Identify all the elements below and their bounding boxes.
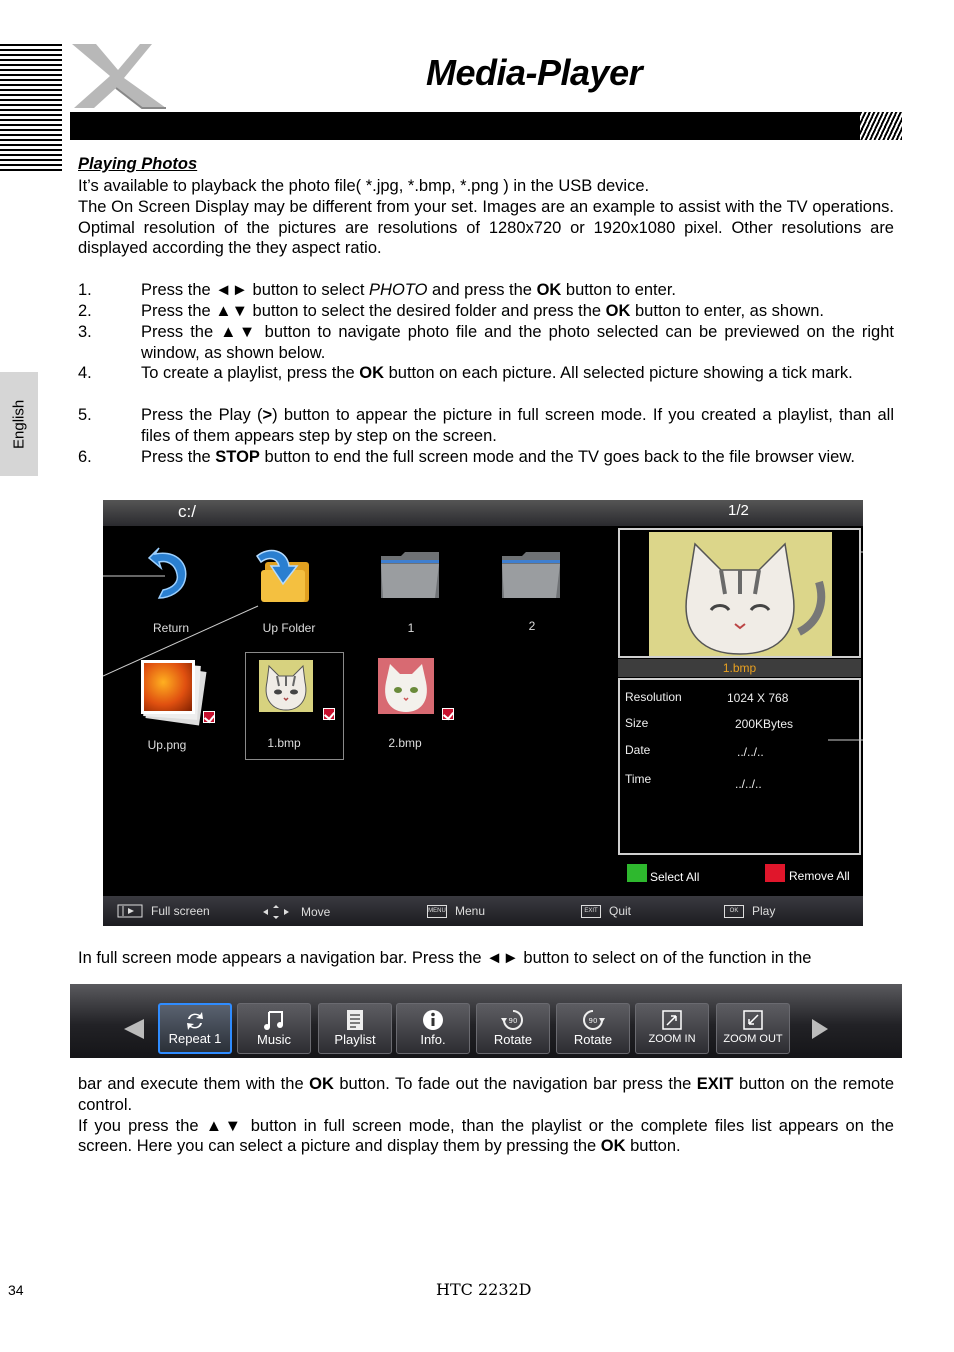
return-arrow-icon[interactable]	[147, 544, 193, 604]
page-title: Media-Player	[426, 52, 643, 93]
nav-button-playlist[interactable]	[318, 1003, 392, 1054]
step-number: 2.	[78, 302, 92, 320]
nav-button-rotate[interactable]	[476, 1003, 550, 1054]
nav-button-label: Music	[257, 1032, 291, 1047]
selected-check-icon[interactable]	[442, 708, 454, 720]
playlist-icon	[319, 1009, 391, 1031]
menu-key-icon: MENU	[427, 905, 447, 918]
rotate-left-icon	[477, 1009, 549, 1031]
photo-stack-icon[interactable]	[141, 660, 203, 722]
footer-play[interactable]	[724, 904, 775, 918]
step-number: 4.	[78, 364, 92, 382]
navbar-intro-text: In full screen mode appears a navigation bar. Press the ◄► button to select on of the function in the	[78, 949, 812, 967]
rotate-right-icon	[557, 1009, 629, 1031]
nav-left-arrow-icon[interactable]	[122, 1018, 146, 1040]
ok-key-icon: OK	[724, 905, 744, 918]
section-heading: Playing Photos	[78, 155, 198, 173]
info-value: 1024 X 768	[727, 691, 789, 705]
browser-page-indicator: 1/2	[728, 502, 749, 519]
tile-label-return: Return	[152, 621, 190, 635]
footer-fullscreen[interactable]	[117, 904, 210, 918]
remove-all-button[interactable]: Remove All	[789, 869, 850, 883]
cat-preview-image	[649, 532, 832, 656]
nav-button-music[interactable]	[237, 1003, 311, 1054]
step-text: Press the STOP button to end the full screen mode and the TV goes back to the file browser view.	[141, 448, 855, 466]
info-key: Size	[625, 716, 649, 730]
step-item	[78, 301, 894, 322]
step-item	[78, 447, 894, 468]
music-note-icon	[238, 1009, 310, 1031]
info-key: Date	[625, 743, 651, 757]
preview-pane	[618, 528, 861, 658]
step-number: 1.	[78, 281, 92, 299]
header-bar	[70, 112, 902, 140]
nav-button-zoom-out[interactable]	[716, 1003, 790, 1054]
nav-button-repeat-1[interactable]	[158, 1003, 232, 1054]
info-icon	[397, 1009, 469, 1031]
up-folder-icon[interactable]	[253, 544, 315, 606]
preview-filename: 1.bmp	[618, 659, 861, 677]
nav-button-zoom-in[interactable]	[635, 1003, 709, 1054]
zoom-in-icon	[636, 1009, 708, 1031]
outro-paragraph: bar and execute them with the OK button. To fade out the navigation bar press the EXIT button on the remote control. If you press the ▲▼ button in full screen mode, than the playlist or the complete files list appears on the screen. Here you can select a picture and display them by pressing the OK button.	[78, 1075, 894, 1156]
step-item	[78, 405, 894, 447]
nav-button-label: Rotate	[573, 1032, 613, 1047]
info-value: ../../..	[735, 777, 762, 791]
step-item	[78, 280, 894, 301]
header-bar-hatch	[860, 112, 902, 140]
footer-menu[interactable]	[427, 904, 485, 918]
cat-thumbnail[interactable]	[259, 660, 313, 712]
info-value: 200KBytes	[735, 717, 794, 731]
step-text: Press the ▲▼ button to select the desired folder and press the OK button to enter, as shown.	[141, 302, 824, 320]
page-number: 34	[8, 1282, 24, 1298]
zoom-out-icon	[717, 1009, 789, 1031]
svg-text:90: 90	[588, 1017, 598, 1025]
tile-label-up-folder: Up Folder	[262, 621, 316, 635]
model-name: HTC 2232D	[436, 1280, 532, 1299]
browser-path: c:/	[178, 502, 196, 521]
browser-footer	[103, 896, 863, 926]
nav-button-rotate[interactable]	[556, 1003, 630, 1054]
tile-label-folder-2: 2	[528, 619, 536, 633]
selected-check-icon[interactable]	[203, 711, 215, 723]
footer-label: Full screen	[151, 904, 210, 918]
svg-text:90: 90	[508, 1017, 518, 1025]
tile-label-up-png: Up.png	[147, 738, 187, 752]
step-text: Press the ▲▼ button to navigate photo file and the photo selected can be previewed on the right window, as shown below.	[141, 323, 894, 362]
step-text: To create a playlist, press the OK button on each picture. All selected picture showing a tick mark.	[141, 364, 853, 382]
intro-paragraph: It’s available to playback the photo file( *.jpg, *.bmp, *.png ) in the USB device. The On Screen Display may be different from your set. Images are an example to assist with the TV operations. Optimal resolution of the pictures are resolutions of 1280x720 or 1920x1080 pixel. Other resolutions are displayed according the they aspect ratio.	[78, 177, 894, 258]
nav-button-label: ZOOM OUT	[723, 1033, 783, 1045]
footer-quit[interactable]	[581, 904, 631, 918]
nav-button-label: Info.	[420, 1032, 446, 1047]
nav-button-label: Repeat 1	[168, 1031, 222, 1046]
footer-move[interactable]	[259, 904, 330, 920]
folder-icon[interactable]	[379, 550, 441, 600]
info-key: Resolution	[625, 690, 682, 704]
play-frame-icon	[117, 904, 143, 918]
step-item	[78, 363, 894, 384]
info-pane	[618, 678, 861, 855]
footer-label: Quit	[609, 904, 632, 918]
brand-x-logo	[66, 40, 170, 112]
exit-key-icon: EXIT	[581, 905, 601, 918]
dpad-icon	[259, 904, 293, 920]
step-number: 5.	[78, 406, 92, 424]
repeat-icon	[160, 1010, 230, 1032]
red-key-icon	[765, 864, 785, 882]
photo-browser-screenshot	[103, 500, 863, 926]
fullscreen-navigation-bar	[70, 984, 902, 1058]
footer-label: Play	[752, 904, 776, 918]
nav-button-label: ZOOM IN	[648, 1033, 696, 1045]
step-text: Press the ◄► button to select PHOTO and press the OK button to enter.	[141, 281, 676, 299]
tile-label-2-bmp: 2.bmp	[388, 736, 422, 750]
nav-button-label: Rotate	[493, 1032, 533, 1047]
cat-thumbnail[interactable]	[378, 658, 434, 714]
footer-label: Menu	[455, 904, 486, 918]
tile-label-folder-1: 1	[407, 621, 415, 635]
step-number: 3.	[78, 323, 92, 341]
select-all-button[interactable]: Select All	[650, 870, 700, 884]
step-number: 6.	[78, 448, 92, 466]
folder-icon[interactable]	[500, 550, 562, 600]
green-key-icon	[627, 864, 647, 882]
info-key: Time	[625, 772, 652, 786]
language-tab-label: English	[10, 399, 28, 449]
nav-button-info[interactable]	[396, 1003, 470, 1054]
footer-label: Move	[301, 905, 331, 919]
info-value: ../../..	[737, 745, 764, 759]
nav-right-arrow-icon[interactable]	[810, 1018, 830, 1040]
tile-label-1-bmp: 1.bmp	[267, 736, 301, 750]
step-item	[78, 322, 894, 364]
nav-button-label: Playlist	[334, 1032, 376, 1047]
selected-check-icon[interactable]	[323, 708, 335, 720]
header-stripes	[0, 44, 62, 174]
step-text: Press the Play (>) button to appear the picture in full screen mode. If you created a playlist, than all files of them appears step by step on the screen.	[141, 406, 894, 445]
